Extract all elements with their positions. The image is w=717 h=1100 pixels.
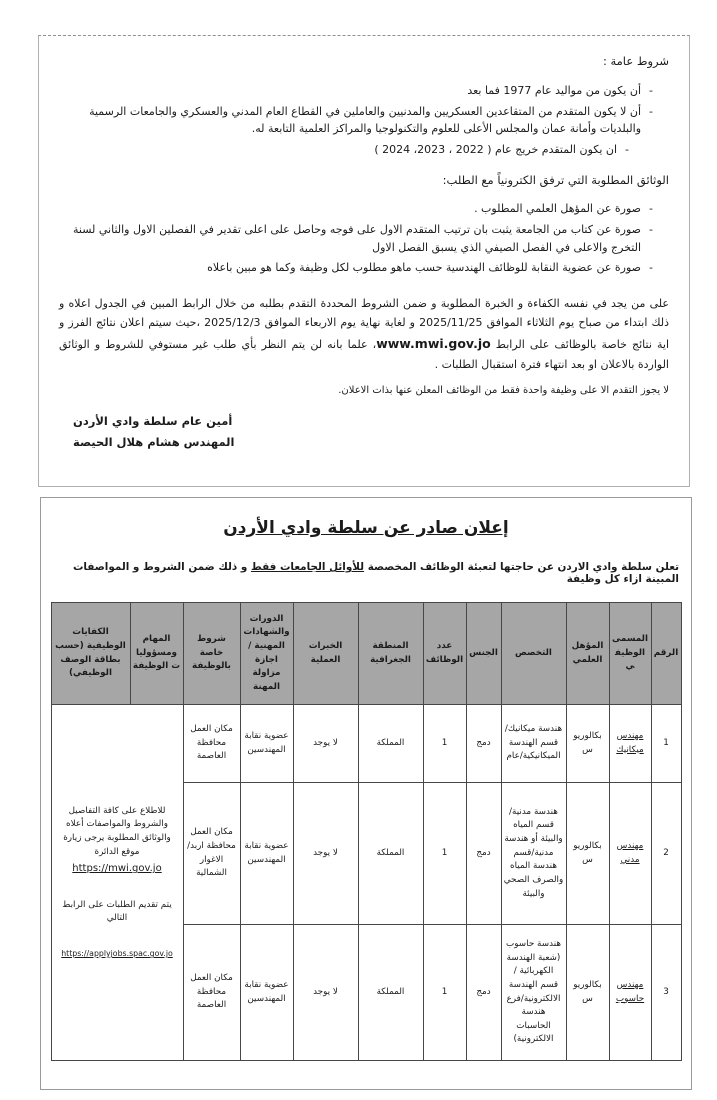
job-title-cell: مهندس مدني: [609, 783, 651, 925]
announcement-panel: [40, 497, 692, 1090]
row-number-cell: 1: [651, 705, 681, 783]
details-info-text: للاطلاع على كافة التفاصيل والشروط والمواصفات أعلاه والوثائق المطلوبة يرجى زيارة موقع الدائرة: [63, 805, 171, 857]
column-header-gender: الجنس: [466, 603, 501, 705]
details-info-cell: [51, 705, 183, 1061]
document-item: [59, 221, 653, 256]
region-cell: المملكة: [358, 925, 423, 1061]
subtitle-text-after: و ذلك ضمن الشروط و المواصفات المبينة ازاء كل وظيفة: [72, 561, 679, 585]
vacancies-cell: 1: [423, 925, 466, 1061]
paragraph-text-after: ، علما بانه لن يتم النظر بأي طلب غير مستوفي للشروط و الوثائق الواردة بالاعلان او بعد انتهاء فترة استقبال الطلبات .: [59, 337, 669, 372]
mwi-site-link[interactable]: https://mwi.gov.jo: [72, 863, 162, 875]
region-cell: المملكة: [358, 705, 423, 783]
column-header-degree: المؤهل العلمي: [566, 603, 609, 705]
document-item: [59, 200, 653, 218]
special-conditions-cell: مكان العمل محافظة العاصمة: [183, 705, 240, 783]
column-header-specialization: التخصص: [501, 603, 566, 705]
specialization-cell: هندسة حاسوب (شعبة الهندسة الكهربائية / قسم الهندسة الالكترونية/فرع هندسة الحاسبات الالكترونية): [501, 925, 566, 1061]
degree-cell: بكالوريوس: [566, 925, 609, 1061]
special-conditions-cell: مكان العمل محافظة العاصمة: [183, 925, 240, 1061]
vacancies-cell: 1: [423, 783, 466, 925]
bullet-marker: -: [649, 104, 653, 118]
specialization-cell: هندسة مدنية/قسم المياه والبيئة أو هندسة مدنية/قسم هندسة المياه والصرف الصحي والبيئة: [501, 783, 566, 925]
certifications-cell: عضوية نقابة المهندسين: [240, 783, 293, 925]
announcement-title: إعلان صادر عن سلطة وادي الأردن: [223, 518, 509, 538]
bullet-marker: -: [649, 261, 653, 275]
certifications-cell: عضوية نقابة المهندسين: [240, 925, 293, 1061]
document-item: [59, 259, 653, 277]
announcement-subtitle: [49, 561, 683, 585]
column-header-special-conditions: شروط خاصة بالوظيفة: [183, 603, 240, 705]
document-text: صورة عن عضوية النقابة للوظائف الهندسية حسب ماهو مطلوب لكل وظيفة وكما هو مبين باعلاه: [207, 261, 642, 275]
special-conditions-cell: مكان العمل محافظة اربد/الاغوار الشمالية: [183, 783, 240, 925]
experience-cell: لا يوجد: [293, 705, 358, 783]
general-conditions-panel: [38, 35, 690, 487]
column-header-job-title: المسمى الوظيفي: [609, 603, 651, 705]
document-text: صورة عن المؤهل العلمي المطلوب .: [474, 202, 642, 216]
signature-name: المهندس هشام هلال الحيصة: [73, 435, 235, 449]
gender-cell: دمج: [466, 783, 501, 925]
row-number-cell: 3: [651, 925, 681, 1061]
bullet-marker: -: [649, 222, 653, 236]
gender-cell: دمج: [466, 705, 501, 783]
experience-cell: لا يوجد: [293, 925, 358, 1061]
region-cell: المملكة: [358, 783, 423, 925]
subtitle-text-before: تعلن سلطة وادي الاردن عن حاجتها لتعبئة الوظائف المخصصة: [364, 561, 679, 573]
applyjobs-link[interactable]: https://applyjobs.spac.gov.jo: [61, 949, 173, 959]
column-header-responsibilities: المهام ومسؤوليات الوظيفة: [130, 603, 183, 705]
gender-cell: دمج: [466, 925, 501, 1061]
degree-cell: بكالوريوس: [566, 705, 609, 783]
general-term-text: أن يكون من مواليد عام 1977 فما بعد: [467, 84, 642, 97]
bullet-marker: -: [649, 202, 653, 216]
certifications-cell: عضوية نقابة المهندسين: [240, 705, 293, 783]
paragraph-text-before: على من يجد في نفسه الكفاءة و الخبرة المطلوبة و ضمن الشروط المحددة التقدم بطلبه من خلال الرابط المبين في الجدول اعلاه و ذلك ابتداء من صباح يوم الثلاثاء الموافق 2025/11/25 و لغاية نهاية يوم الاربعاء الموافق 2025/12/3 ،حيث سيتم اعلان نتائج الفرز و اية نتائج خاصة بالوظائف على الرابط: [59, 296, 670, 351]
bullet-marker: -: [625, 142, 629, 156]
specialization-cell: هندسة ميكانيك/قسم الهندسة الميكانيكية/عام: [501, 705, 566, 783]
job-title-cell: مهندس ميكانيك: [609, 705, 651, 783]
single-application-note: لا يجوز التقدم الا على وظيفة واحدة فقط من الوظائف المعلن عنها بذات الاعلان.: [338, 384, 669, 396]
job-title-cell: مهندس حاسوب: [609, 925, 651, 1061]
bullet-marker: -: [649, 84, 653, 97]
general-term-item: [59, 141, 629, 159]
document-text: صورة عن كتاب من الجامعة يثبت بان ترتيب المتقدم الاول على فوجه وحاصل على اعلى تقدير في الفصلين الاول والثاني لسنة التخرج والاعلى في الفصل الصيفي الذي يسبق الفصل الاول: [73, 222, 642, 254]
column-header-region: المنطقة الجغرافية: [358, 603, 423, 705]
general-term-item: [59, 103, 653, 138]
documents-heading: الوثائق المطلوبة التي ترفق الكترونياً مع الطلب:: [442, 173, 669, 188]
signature-title: أمين عام سلطة وادي الأردن: [73, 413, 233, 428]
general-terms-heading: شروط عامة :: [602, 54, 669, 68]
column-header-experience: الخبرات العملية: [293, 603, 358, 705]
apply-instruction-text: يتم تقديم الطلبات على الرابط التالي: [62, 899, 172, 924]
column-header-number: الرقم: [651, 603, 681, 705]
subtitle-underlined-text: للأوائل الجامعات فقط: [250, 561, 365, 573]
signature-block: [59, 411, 669, 454]
application-paragraph: [59, 294, 669, 375]
mwi-website-link[interactable]: www.mwi.gov.jo: [376, 335, 491, 351]
degree-cell: بكالوريوس: [566, 783, 609, 925]
table-row: [51, 705, 681, 783]
row-number-cell: 2: [651, 783, 681, 925]
documents-list: [59, 200, 653, 276]
general-term-text: ان يكون المتقدم خريج عام ( 2022 ، 2023، 2024 ): [374, 142, 618, 156]
column-header-vacancies: عدد الوظائف: [423, 603, 466, 705]
column-header-certifications: الدورات والشهادات المهنية /اجازة مزاولة المهنة: [240, 603, 293, 705]
vacancies-cell: 1: [423, 705, 466, 783]
table-header-row: [51, 603, 681, 705]
general-term-item: [59, 82, 653, 100]
column-header-competencies: الكفايات الوظيفية (حسب بطاقة الوصف الوظيفي): [51, 603, 130, 705]
experience-cell: لا يوجد: [293, 783, 358, 925]
jobs-table: [51, 602, 682, 1061]
general-term-text: أن لا يكون المتقدم من المتقاعدين العسكريين والمدنيين والعاملين في القطاع العام المدني والعسكري والجامعات الرسمية والبلديات وأمانة عمان والمجلس الأعلى للعلوم والتكنولوجيا والمراكز العلمية التابعة له.: [89, 104, 642, 136]
general-terms-list: [59, 82, 653, 158]
